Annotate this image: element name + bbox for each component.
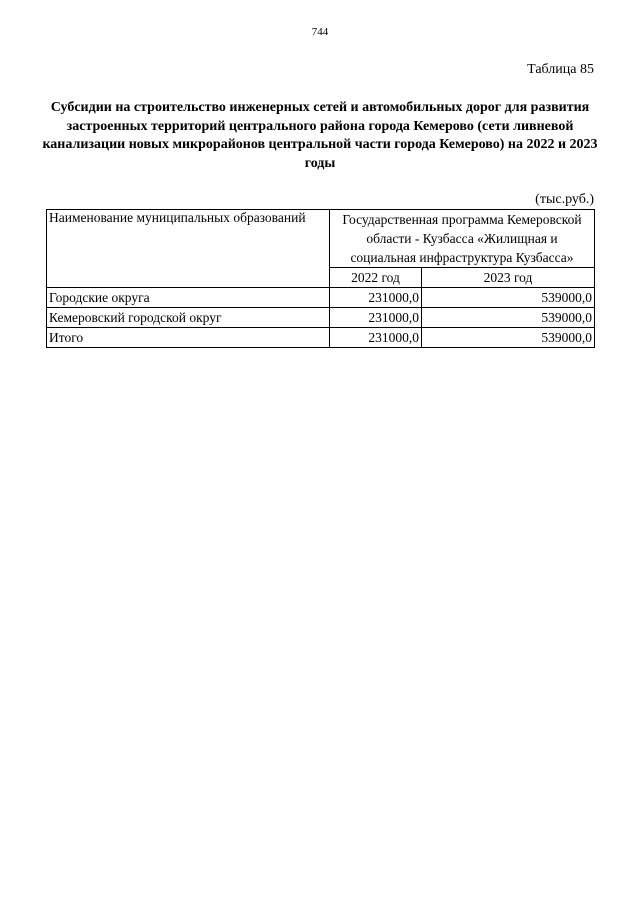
page-number: 744 [311, 26, 329, 38]
table-header-row [47, 210, 595, 268]
unit-note: (тыс.руб.) [535, 192, 594, 207]
row-value-2022: 231000,0 [330, 308, 422, 328]
row-name-cell: Кемеровский городской округ [47, 308, 330, 328]
subsidies-table [46, 209, 595, 348]
row-name-cell: Городские округа [47, 288, 330, 308]
header-year-2022: 2022 год [330, 268, 422, 288]
row-value-2023: 539000,0 [422, 328, 595, 348]
header-year-2023: 2023 год [422, 268, 595, 288]
row-value-2022: 231000,0 [330, 288, 422, 308]
row-value-2023: 539000,0 [422, 288, 595, 308]
table-caption: Таблица 85 [527, 62, 594, 77]
header-program-cell: Государственная программа Кемеровской области - Кузбасса «Жилищная и социальная инфраструктура Кузбасса» [330, 210, 595, 268]
table-row [47, 328, 595, 348]
row-value-2022: 231000,0 [330, 328, 422, 348]
table-row [47, 288, 595, 308]
table-row [47, 308, 595, 328]
row-value-2023: 539000,0 [422, 308, 595, 328]
header-name-cell: Наименование муниципальных образований [47, 210, 330, 288]
document-title: Субсидии на строительство инженерных сетей и автомобильных дорог для развития застроенных территорий центрального района города Кемерово (сети ливневой канализации новых микрорайонов центральной части города Кемерово) на 2022 и 2023 годы [42, 100, 598, 171]
row-name-cell: Итого [47, 328, 330, 348]
